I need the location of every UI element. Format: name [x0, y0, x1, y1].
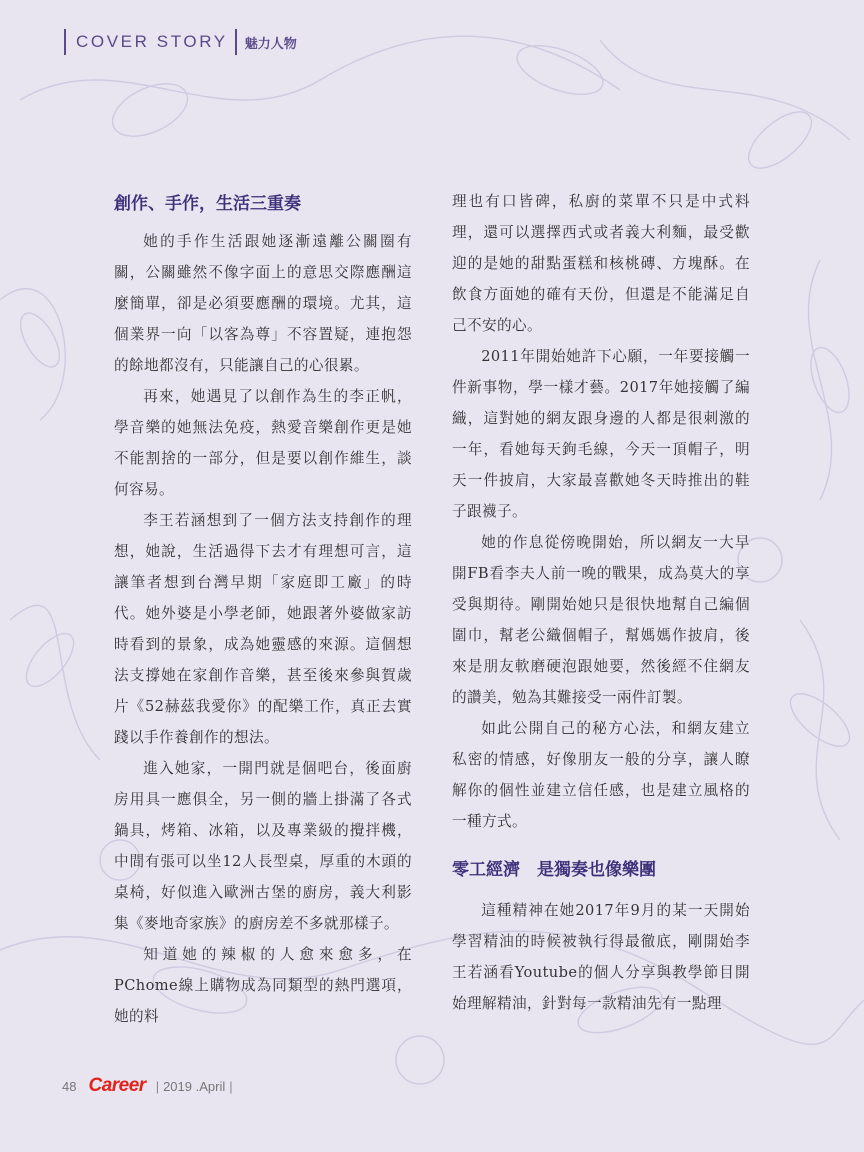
page-number: 48 [62, 1078, 77, 1094]
section-title: 零工經濟 是獨奏也像樂團 [452, 860, 656, 880]
paragraph: 2011年開始她許下心願，一年要接觸一件新事物，學一樣才藝。2017年她接觸了編織，這對她的網友跟身邊的人都是很刺激的一年，看她每天鉤毛線，今天一頂帽子，明天一件披肩，大家最喜歡她冬天時推出的鞋子跟襪子。 [452, 348, 750, 520]
magazine-logo: Career [88, 1075, 146, 1096]
paragraph: 進入她家，一開門就是個吧台，後面廚房用具一應俱全，另一側的牆上掛滿了各式鍋具，烤箱、冰箱，以及專業級的攪拌機，中間有張可以坐12人長型桌，厚重的木頭的桌椅，好似進入歐洲古堡的廚房，義大利影集《麥地奇家族》的廚房差不多就那樣子。 [114, 760, 412, 932]
section-label: COVER STORY [76, 32, 228, 51]
page-footer [62, 1075, 237, 1097]
section-title: 創作、手作，生活三重奏 [114, 194, 301, 214]
left-column [114, 182, 412, 1032]
paragraph: 理也有口皆碑，私廚的菜單不只是中式料理，還可以選擇西式或者義大利麵，最受歡迎的是她的甜點蛋糕和核桃磚、方塊酥。在飲食方面她的確有天份，但還是不能滿足自己不安的心。 [452, 193, 750, 334]
category-label: 魅力人物 [244, 36, 297, 52]
paragraph: 如此公開自己的秘方心法，和網友建立私密的情感，好像朋友一般的分享，讓人瞭解你的個性並建立信任感，也是建立風格的一種方式。 [452, 720, 750, 830]
paragraph: 她的作息從傍晚開始，所以網友一大早開FB看李夫人前一晚的戰果，成為莫大的享受與期待。剛開始她只是很快地幫自己編個圍巾，幫老公織個帽子，幫媽媽作披肩，後來是朋友軟磨硬泡跟她要，然後經不住網友的讚美，勉為其難接受一兩件訂製。 [452, 534, 750, 706]
footer-divider: | [229, 1078, 233, 1094]
paragraph: 知道她的辣椒的人愈來愈多，在PChome線上購物成為同類型的熱門選項，她的料 [114, 946, 412, 1025]
footer-divider: | [155, 1078, 160, 1094]
page-header [64, 27, 297, 57]
right-column [452, 186, 750, 1019]
paragraph: 李王若涵想到了一個方法支持創作的理想，她說，生活過得下去才有理想可言，這讓筆者想到台灣早期「家庭即工廠」的時代。她外婆是小學老師，她跟著外婆做家訪時看到的景象，成為她靈感的來源。這個想法支撐她在家創作音樂，甚至後來參與賀歲片《52赫茲我愛你》的配樂工作，真正去實踐以手作養創作的想法。 [114, 512, 412, 746]
paragraph: 再來，她遇見了以創作為生的李正帆，學音樂的她無法免疫，熱愛音樂創作更是她不能割捨的一部分，但是要以創作維生，談何容易。 [114, 388, 412, 498]
issue-date: 2019 .April [163, 1078, 226, 1094]
paragraph: 這種精神在她2017年9月的某一天開始學習精油的時候被執行得最徹底，剛開始李王若涵看Youtube的個人分享與教學節目開始理解精油，針對每一款精油先有一點理 [452, 902, 750, 1012]
paragraph: 她的手作生活跟她逐漸遠離公關圈有關，公關雖然不像字面上的意思交際應酬這麼簡單，卻是必須要應酬的環境。尤其，這個業界一向「以客為尊」不容置疑，連抱怨的餘地都沒有，只能讓自己的心很累。 [114, 233, 412, 374]
